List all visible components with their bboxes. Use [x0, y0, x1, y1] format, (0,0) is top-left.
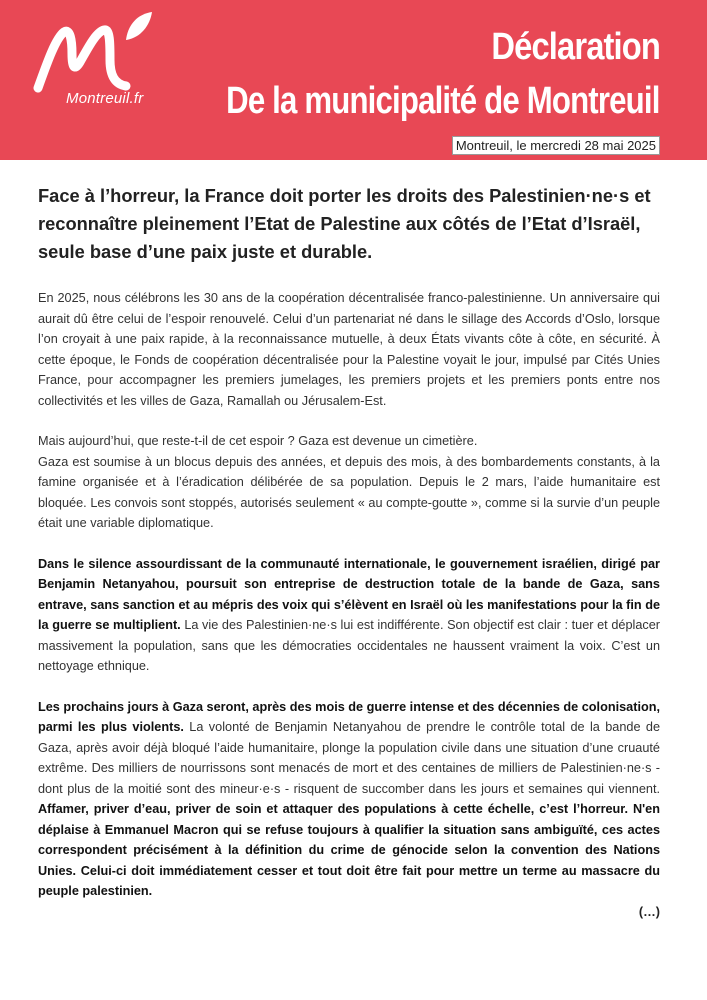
date-label: Montreuil, le mercredi 28 mai 2025: [452, 136, 660, 155]
headline: Face à l’horreur, la France doit porter les droits des Palestinien·ne·s et reconnaître pleinement l’Etat de Palestine aux côtés de l’Etat d’Israël, seule base d’une paix juste et durable.: [38, 185, 651, 262]
continuation-ellipsis: (…): [638, 905, 660, 919]
paragraph-hope-question: Mais aujourd’hui, que reste-t-il de cet espoir ? Gaza est devenue un cimetière.: [38, 434, 478, 448]
paragraph-silence-text: La vie des Palestinien·ne·s lui est indifférente. Son objectif est clair : tuer et déplacer massivement la population, sans que les démocraties occidentales ne haussent vraiment la voix. C’est un nettoyage ethnique.: [38, 618, 660, 673]
page-title-line1: Déclaration: [491, 26, 660, 68]
logo-text[interactable]: Montreuil.fr: [66, 90, 144, 107]
declaration-body: [38, 182, 660, 902]
paragraph-coming-days-text: La volonté de Benjamin Netanyahou de prendre le contrôle total de la bande de Gaza, après avoir déjà bloqué l’aide humanitaire, plonge la population civile dans une situation d’une cruauté extrême. Des milliers de nourrissons sont menacés de mort et des centaines de milliers de Palestinien·ne·s - dont plus de la moitié sont des mineur·e·s - risquent de succomber dans les jours et semaines qui viennent.: [38, 720, 660, 796]
paragraph-cooperation: En 2025, nous célébrons les 30 ans de la coopération décentralisée franco-palestinienne. Un anniversaire qui aurait dû être celui de l’espoir renouvelé. Celui d’un partenariat né dans le sillage des Accords d’Oslo, lorsque l’on croyait à une paix rapide, à la reconnaissance mutuelle, à deux États vivants côte à côte, en sécurité. À cette époque, le Fonds de coopération décentralisée pour la Palestine voyait le jour, impulsé par Cités Unies France, pour accompagner les premiers jumelages, les premiers projets et les premiers ponts entre nos collectivités et les villes de Gaza, Ramallah ou Jérusalem-Est.: [38, 291, 660, 408]
paragraph-coming-days: [38, 697, 660, 902]
page-title-line2: De la municipalité de Montreuil: [226, 80, 660, 122]
header-banner: [0, 0, 707, 160]
paragraph-silence: [38, 554, 660, 677]
paragraph-coming-days-bold1: Les prochains jours à Gaza seront, après des mois de guerre intense et des décennies de colonisation, parmi les plus violents.: [38, 699, 660, 734]
paragraph-coming-days-bold2: Affamer, priver d’eau, priver de soin et attaquer des populations à cette échelle, c’est l’horreur. N'en déplaise à Emmanuel Macron qui se refuse toujours à qualifier la situation sans ambiguïté, ces actes correspondent précisément à la définition du crime de génocide selon la convention des Nations Unies. Celui-ci doit immédiatement cesser et tout doit être fait pour mettre un terme au massacre du peuple palestinien.: [38, 802, 660, 898]
paragraph-blockade: Gaza est soumise à un blocus depuis des années, et depuis des mois, à des bombardements constants, à la famine organisée et à l’éradication délibérée de sa population. Depuis le 2 mars, l’aide humanitaire est bloquée. Les convois sont stoppés, autorisés seulement « au compte-goutte », comme si la survie d’un peuple était une variable diplomatique.: [38, 454, 660, 530]
paragraph-silence-bold: Dans le silence assourdissant de la communauté internationale, le gouvernement israélien, dirigé par Benjamin Netanyahou, poursuit son entreprise de destruction totale de la bande de Gaza, sans entrave, sans sanction et au mépris des voix qui s’élèvent en Israël où les manifestations pour la fin de la guerre se multiplient.: [38, 556, 660, 632]
